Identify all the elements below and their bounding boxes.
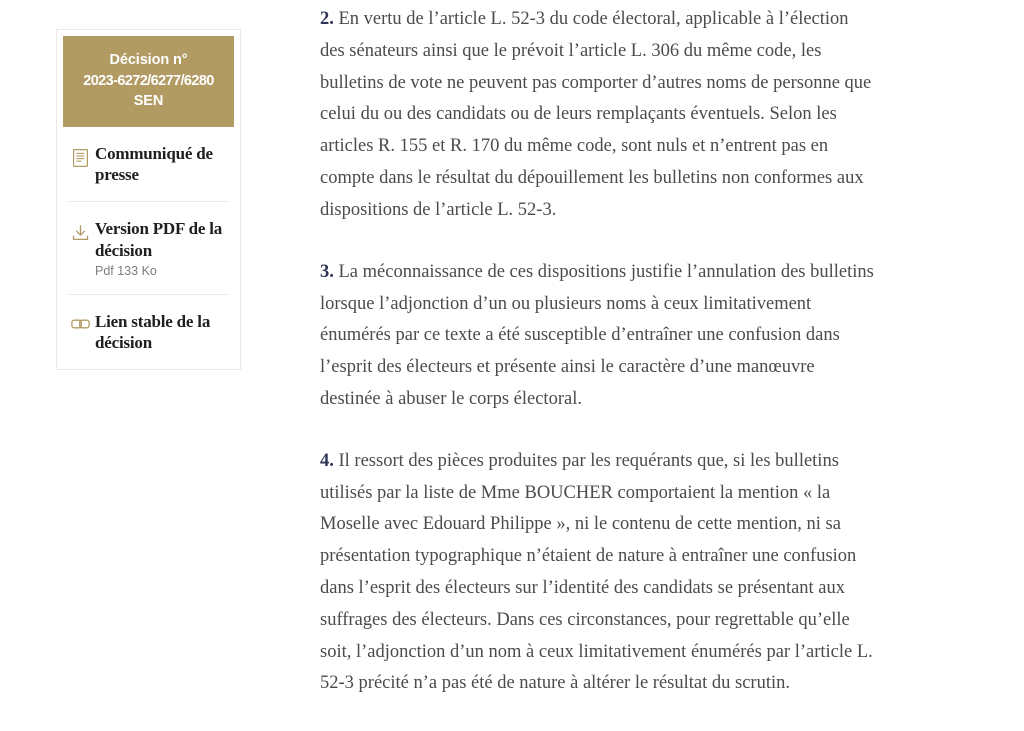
paragraph-3	[320, 257, 876, 416]
decision-suffix: SEN	[133, 93, 164, 110]
sidebar-link-pdf-version[interactable]	[67, 201, 230, 294]
paragraph-2-number: 2.	[320, 9, 334, 29]
decision-links-list	[57, 127, 240, 370]
sidebar-link-pdf-version-filesize: Pdf 133 Ko	[95, 263, 157, 278]
sidebar-link-pdf-version-text	[93, 218, 230, 279]
decision-number-header	[63, 36, 234, 127]
sidebar-link-press-release[interactable]	[67, 127, 230, 202]
sidebar-link-press-release-label: Communiqué de presse	[95, 143, 213, 185]
document-icon	[67, 143, 93, 169]
sidebar-link-permalink-label: Lien stable de la décision	[95, 311, 211, 353]
link-icon	[67, 311, 93, 337]
decision-label: Décision n°	[109, 52, 188, 68]
sidebar-link-permalink[interactable]	[67, 294, 230, 370]
paragraph-4-number: 4.	[320, 450, 334, 471]
paragraph-3-text: La méconnaissance de ces dispositions justifie l’annulation des bulletins lorsque l’adjonction d’un ou plusieurs noms à ceux limitativement énumérés par ce texte a été susceptible d’entraîner une confusion dans l’esprit des électeurs et présente ainsi le caractère d’une manœuvre destinée à abuser le corps électoral.	[320, 261, 874, 409]
paragraph-4-text: Il ressort des pièces produites par les requérants que, si les bulletins utilisés par la liste de Mme BOUCHER comportaient la mention « la Moselle avec Edouard Philippe », ni le contenu de cette mention, ni sa présentation typographique n’étaient de nature à entraîner une confusion dans l’esprit des électeurs sur l’identité des candidats se présentant aux suffrages des électeurs. Dans ces circonstances, pour regrettable qu’elle soit, l’adjonction d’un nom à ceux limitativement énumérés par l’article L. 52-3 précité n’a pas été de nature à altérer le résultat du scrutin.	[320, 450, 873, 694]
paragraph-4	[320, 446, 876, 701]
sidebar	[0, 0, 320, 370]
paragraph-2-text: En vertu de l’article L. 52-3 du code électoral, applicable à l’élection des sénateurs ainsi que le prévoit l’article L. 306 du même code, les bulletins de vote ne peuvent pas comporter d’autres noms de personne que celui du ou des candidats ou de leurs remplaçants éventuels. Selon les articles R. 155 et R. 170 du même code, sont nuls et n’entrent pas en compte dans le résultat du dépouillement les bulletins non conformes aux dispositions de l’article L. 52-3.	[320, 9, 872, 220]
paragraph-3-number: 3.	[320, 261, 334, 282]
download-icon	[67, 218, 93, 244]
sidebar-link-press-release-text	[93, 143, 230, 187]
sidebar-link-pdf-version-label: Version PDF de la décision	[95, 219, 223, 260]
paragraph-2	[320, 4, 876, 227]
decision-body	[320, 0, 1024, 700]
decision-card	[56, 29, 241, 370]
decision-number: 2023-6272/6277/6280	[83, 72, 214, 89]
sidebar-link-permalink-text	[93, 311, 230, 355]
